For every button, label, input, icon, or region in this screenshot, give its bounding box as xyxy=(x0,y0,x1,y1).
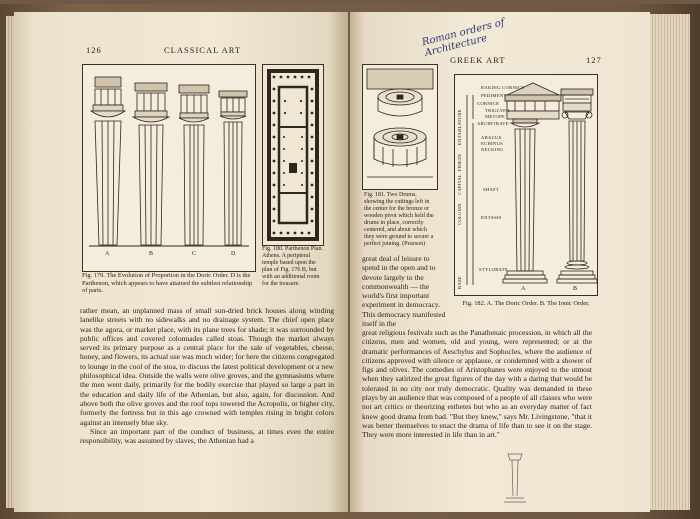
right-running-head: GREEK ART xyxy=(450,55,506,65)
column-drums-drawing xyxy=(363,65,437,189)
label-frieze: FRIEZE xyxy=(457,153,462,171)
doric-columns-drawing xyxy=(83,65,255,271)
label-capital: CAPITAL xyxy=(457,173,462,195)
left-body-paragraph-2: Since an important part of the conduct of business, at times even the entire responsibility, was assumed by slaves, the Athenian had a xyxy=(80,426,334,446)
fig179-label-a: A xyxy=(105,251,110,257)
fig182-caption: Fig. 182. A. The Doric Order. B. The Ionic Order. xyxy=(462,300,590,307)
label-column: COLUMN xyxy=(457,203,462,225)
fig182-label-b: B xyxy=(573,286,578,292)
right-page-edges xyxy=(650,14,690,510)
label-shaft: SHAFT xyxy=(483,187,500,192)
label-echinus: ECHINUS xyxy=(481,141,504,146)
right-page xyxy=(350,12,650,512)
fig182-label-a: A xyxy=(521,286,526,292)
pencil-sketch xyxy=(500,448,530,508)
right-body-text: great religious festivals such as the Panathenaic procession, in which all the citizens, men and women, old and young, were represented; or at the dramatic performances of Aeschylus and Sophocles, where the audience of citizens approved with silence or applause, or condemned with a shower of figs and olives. The comedies of Aristophanes were enjoyed to the utmost when they satirized the great figures of the day with a daring that would be tolerated in no city not truly democratic. Quality was demanded in these plays by an audience that was composed of a people of all classes who were not art critics or theorizing esthetes but who as an everyday matter of fact knew good drama from bad. "But they knew," says Mr. Livingstone, "that it was better themselves to enact the drama of life than to see it on the stage. They were more interested in life than in art." xyxy=(362,328,592,440)
label-metope: METOPE xyxy=(485,114,506,119)
handwritten-note: Roman orders of Architecture xyxy=(420,17,506,59)
figure-179-doric-evolution xyxy=(82,64,256,272)
fig179-label-b: B xyxy=(149,251,154,257)
figure-180-parthenon-plan xyxy=(262,64,324,246)
figure-181-two-drums xyxy=(362,64,438,190)
label-entablature: ENTABLATURE xyxy=(457,109,462,145)
label-stylobate: STYLOBATE xyxy=(479,267,508,272)
parthenon-plan-drawing xyxy=(263,65,323,245)
label-cornice: CORNICE xyxy=(477,101,500,106)
fig179-caption: Fig. 179. The Evolution of Proportion in the Doric Order. D is the Parthenon, which appears to have attained the subtlest relationship of parts. xyxy=(82,272,253,295)
right-page-number: 127 xyxy=(586,55,602,65)
label-necking: NECKING xyxy=(481,147,504,152)
fig179-label-c: C xyxy=(192,251,197,257)
label-abacus: ABACUS xyxy=(481,135,502,140)
left-running-head: CLASSICAL ART xyxy=(164,45,242,55)
label-entasis: ENTASIS xyxy=(481,215,502,220)
left-page xyxy=(14,12,348,512)
label-base: BASE xyxy=(457,276,462,289)
label-raking-cornice: RAKING CORNICE xyxy=(481,85,525,90)
orders-drawing xyxy=(455,75,597,295)
left-body-text xyxy=(80,306,334,445)
left-body-paragraph: rather mean, an unplanned mass of small sun-dried brick houses along winding lanelike streets with no sidewalks and no drainage system. The chief open place was the agora, or market place, with its plane trees for shade; it was surrounded by public offices and covered colonnades called stoas. Though the market always served its primary purpose as a central place for the sale of vegetables, cheese, honey, and flowers, its actual use was much wider; for here the citizens congregated to lounge in the cool of the stoa, to discuss the latest political development or a new philosophical idea. Outside the walls were olive groves, and the gymnasiums where the men went daily, primarily for the bodily exercise that played so large a part in the education and daily life of the Athenian, but also, again, for discussion. And above both the olive groves and the roof tops towered the Acropolis, or higher city, formerly the fortress but in this age crowned with temples rising in bright colors against an intensely blue sky. xyxy=(80,306,334,427)
label-architrave: ARCHITRAVE xyxy=(477,121,510,126)
fig180-caption: Fig. 180. Parthenon Plan. Athens. A peripteral temple based upon the plan of Fig. 176 B, but with an additional room for the treasure. xyxy=(262,246,323,287)
left-page-number: 126 xyxy=(86,45,102,55)
label-triglyph: TRIGLYPH xyxy=(485,108,510,113)
label-pediment: PEDIMENT xyxy=(481,93,507,98)
fig181-caption: Fig. 181. Two Drums, showing the cuttings left in the center for the bronze or wooden pivot which held the drums in place, correctly centered, and about which they were ground to secure a perfect joining. (Pearson) xyxy=(364,192,434,247)
right-narrow-text: great deal of leisure to spend in the open and to devote largely to the commonwealth — the world's first important experiment in democracy. This democracy manifested itself in the xyxy=(362,254,446,329)
figure-182-doric-ionic-orders xyxy=(454,74,598,296)
fig179-label-d: D xyxy=(231,251,236,257)
